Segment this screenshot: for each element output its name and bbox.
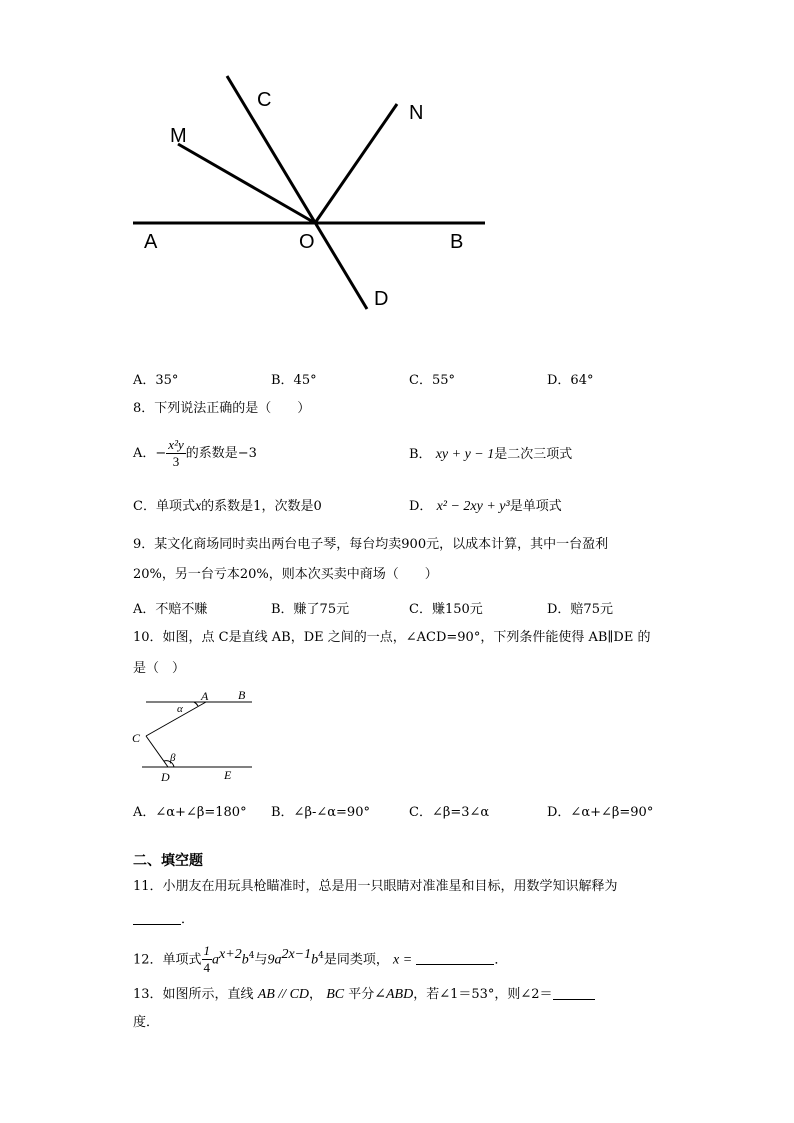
- q8-a-fraction: [166, 437, 185, 470]
- q8-a-prefix: A．: [133, 446, 156, 461]
- q12-frac-den: 4: [203, 960, 211, 976]
- q8-option-b: [409, 446, 572, 464]
- q8-option-c: [133, 498, 322, 516]
- q12-term1-a: a: [212, 952, 220, 968]
- small-label-a: A: [201, 689, 209, 703]
- angle-alpha-arc: [194, 702, 198, 706]
- q10-line-1: 10．如图，点 C是直线 AB，DE 之间的一点，∠ACD=90°，下列条件能使得 AB∥DE 的: [133, 630, 651, 645]
- label-b: B: [450, 231, 464, 253]
- line-cd: [227, 76, 367, 309]
- q9-line-2: 20%，另一台亏本20%，则本次买卖中商场（ ）: [133, 567, 438, 582]
- q13-line-1: [133, 985, 595, 1004]
- small-label-d: D: [161, 770, 170, 784]
- q12-end: ．: [494, 952, 508, 968]
- q12-term1-b: b: [241, 952, 249, 968]
- q10-option-a: A．∠α+∠β=180°: [133, 805, 247, 820]
- q9-line-1: 9．某文化商场同时卖出两台电子琴，每台均卖900元，以成本计算，其中一台盈利: [133, 537, 609, 552]
- label-m: M: [170, 125, 187, 147]
- section-heading-fill-in: 二、填空题: [133, 853, 203, 869]
- q13-text-b: ，: [309, 987, 323, 1002]
- ray-om: [178, 144, 315, 223]
- q11-line-2: [133, 910, 194, 929]
- segment-ac: [146, 702, 206, 736]
- small-label-beta: β: [170, 752, 176, 764]
- q8-b-expr: xy + y − 1: [435, 447, 495, 462]
- q11-line-1: 11．小朋友在用玩具枪瞄准时，总是用一只眼睛对准准星和目标，用数学知识解释为: [133, 879, 618, 894]
- label-a: A: [144, 231, 158, 253]
- q13-angle-abd: ∠ABD: [374, 987, 414, 1002]
- q11-answer-blank[interactable]: [133, 910, 181, 925]
- label-o: O: [299, 231, 315, 253]
- q8-a-minus: −: [155, 446, 167, 461]
- q13-answer-blank[interactable]: [553, 985, 595, 1000]
- label-n: N: [409, 102, 424, 124]
- parallel-lines-figure: [128, 685, 258, 785]
- q8-a-suffix: 的系数是−3: [185, 446, 257, 461]
- small-label-e: E: [224, 768, 232, 782]
- q10-line-2: 是（ ）: [133, 661, 186, 676]
- q7-option-c: C．55°: [409, 373, 455, 388]
- q9-option-d: D．赔75元: [547, 602, 613, 617]
- small-label-b: B: [238, 688, 246, 702]
- q9-option-b: B．赚了75元: [271, 602, 350, 617]
- q12-line: [133, 935, 507, 980]
- q12-term2-b-exp: 4: [318, 951, 324, 961]
- q12-term2-a: 9a: [267, 952, 282, 968]
- label-c: C: [257, 89, 272, 111]
- ray-on: [315, 104, 397, 223]
- label-d: D: [374, 288, 389, 310]
- q8-b-suffix: 是二次三项式: [494, 447, 573, 462]
- q13-text-c: 平分: [348, 987, 375, 1002]
- q12-fraction: [202, 943, 213, 976]
- q12-term2-exp: 2x−1: [281, 947, 312, 962]
- segment-cd: [146, 736, 168, 767]
- q7-option-b: B．45°: [271, 373, 317, 388]
- q8-d-prefix: D．: [409, 499, 433, 514]
- q8-c-text-2: 的系数是1，次数是0: [201, 499, 322, 514]
- q12-xeq: x =: [393, 952, 413, 968]
- q9-option-a: A．不赔不赚: [133, 602, 208, 617]
- q10-option-c: C．∠β=3∠α: [409, 805, 490, 820]
- q8-option-a: [133, 434, 257, 474]
- small-label-c: C: [132, 731, 141, 745]
- q9-option-c: C．赚150元: [409, 602, 483, 617]
- q8-c-var: x: [194, 499, 202, 514]
- q8-d-suffix: 是单项式: [509, 499, 562, 514]
- q12-frac-num: 1: [203, 943, 211, 959]
- q8-a-numerator: x²y: [168, 437, 184, 452]
- q13-text-a: 13．如图所示，直线: [133, 987, 254, 1002]
- q12-middle: 与: [254, 952, 268, 968]
- small-label-alpha: α: [177, 703, 183, 715]
- q10-option-d: D．∠α+∠β=90°: [547, 805, 654, 820]
- q12-suffix: 是同类项，: [323, 952, 389, 968]
- q12-answer-blank[interactable]: [416, 950, 494, 965]
- q8-b-prefix: B．: [409, 447, 432, 462]
- q13-line-2: 度．: [133, 1015, 160, 1030]
- q8-d-expr: x² − 2xy + y³: [436, 499, 510, 514]
- q7-option-a: A．35°: [133, 373, 179, 388]
- q13-bc: BC: [326, 987, 345, 1002]
- q8-option-d: [409, 498, 562, 516]
- q12-prefix: 12．单项式: [133, 952, 202, 968]
- angle-figure: [120, 60, 520, 330]
- q8-stem: 8．下列说法正确的是（ ）: [133, 401, 311, 416]
- q8-a-denominator: 3: [172, 454, 180, 469]
- q13-text-d: ，若∠1＝53°，则∠2＝: [413, 987, 553, 1002]
- q11-end: ．: [181, 912, 195, 927]
- q8-c-text-1: C．单项式: [133, 499, 195, 514]
- q7-option-d: D．64°: [547, 373, 594, 388]
- q13-ab-cd: AB // CD: [257, 987, 310, 1002]
- q12-term2-b: b: [311, 952, 319, 968]
- q12-term1-b-exp: 4: [248, 951, 255, 961]
- q10-option-b: B．∠β-∠α=90°: [271, 805, 370, 820]
- q12-term1-exp: x+2: [219, 947, 242, 962]
